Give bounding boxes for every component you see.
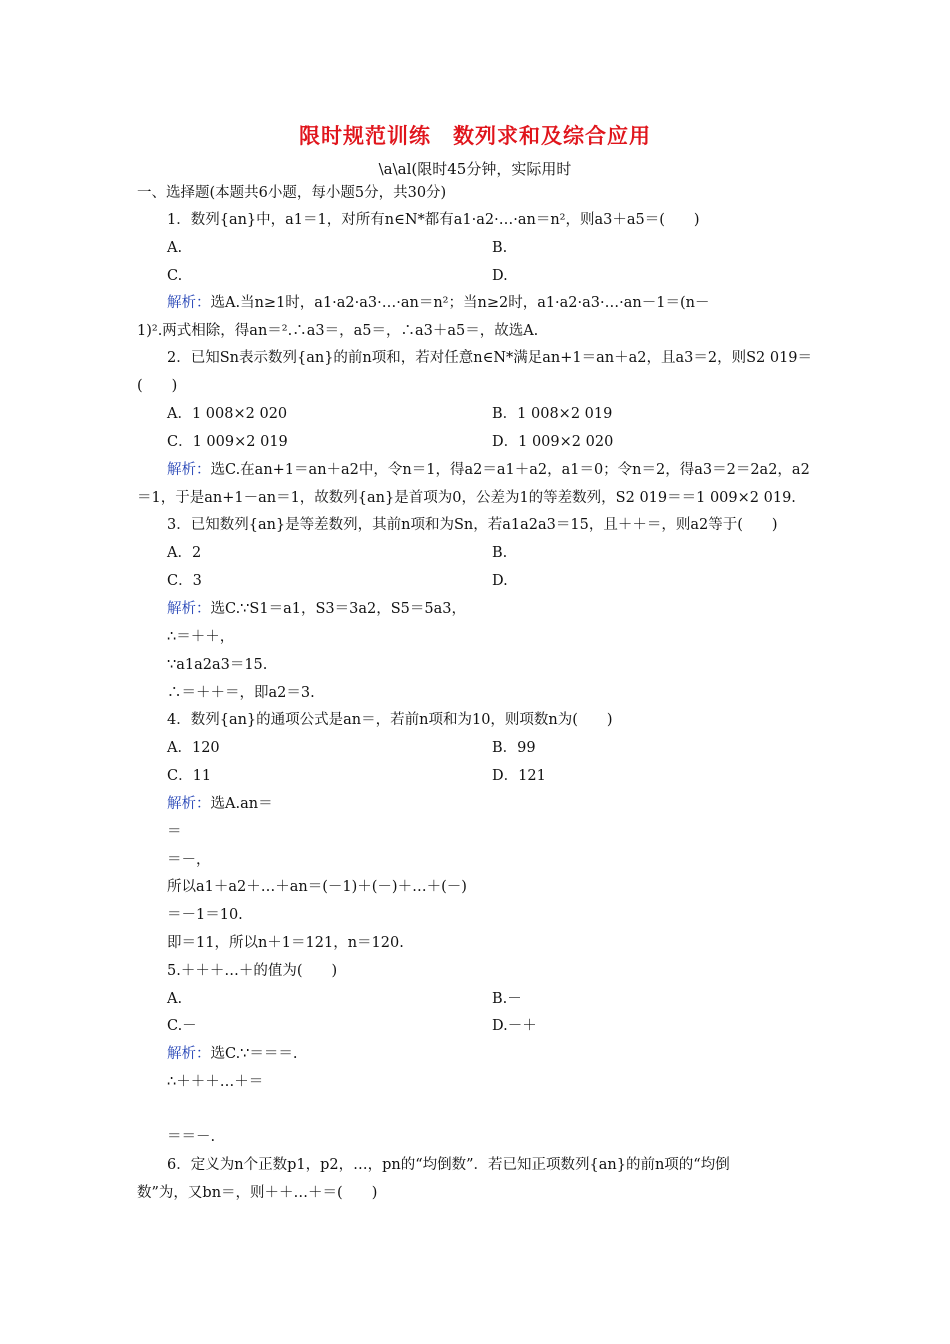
analysis-label: 解析：: [167, 796, 211, 812]
question-4-option-c: C．11: [167, 768, 212, 784]
question-2-option-d: D．1 009×2 020: [492, 434, 614, 450]
question-3-analysis-3: ∵a1a2a3＝15.: [167, 657, 268, 673]
analysis-label: 解析：: [167, 462, 211, 478]
question-2-option-b: B．1 008×2 019: [492, 406, 613, 422]
question-1-option-b: B.: [492, 240, 508, 256]
question-1-option-c: C.: [167, 268, 183, 284]
analysis-text: 选C.∵＝＝＝.: [210, 1046, 298, 1062]
question-2-option-c: C．1 009×2 019: [167, 434, 288, 450]
analysis-text: 选A.当n≥1时，a1·a2·a3·…·an＝n²；当n≥2时，a1·a2·a3·…·an－1＝(n－: [210, 295, 710, 311]
section-heading: 一、选择题(本题共6小题，每小题5分，共30分): [137, 185, 447, 201]
question-4-option-d: D．121: [492, 768, 546, 784]
question-2-analysis: [167, 460, 810, 480]
question-1-option-a: A.: [167, 240, 183, 256]
page-title: 限时规范训练 数列求和及综合应用: [299, 124, 651, 148]
question-1-analysis-cont: 1)².两式相除，得an＝².∴a3＝，a5＝，∴a3＋a5＝，故选A.: [137, 323, 539, 339]
question-2-stem-cont: ( ): [137, 378, 178, 394]
question-3-analysis-4: ∴＝＋＋＝，即a2＝3.: [167, 685, 315, 701]
question-3-option-a: A．2: [167, 545, 202, 561]
analysis-text: 选C.在an+1＝an＋a2中，令n＝1，得a2＝a1＋a2，a1＝0；令n＝2，得a3＝2＝2a2，a2: [210, 462, 810, 478]
question-4-stem: 4．数列{an}的通项公式是an＝，若前n项和为10，则项数n为( ): [167, 712, 613, 728]
analysis-text: 选A.an＝: [210, 796, 273, 812]
question-6-stem: 6．定义为n个正数p1，p2，…，pn的“均倒数”．若已知正项数列{an}的前n项的“均倒: [167, 1157, 730, 1173]
question-5-option-d: D.－＋: [492, 1018, 537, 1034]
question-5-option-c: C.－: [167, 1018, 197, 1034]
question-5-option-a: A.: [167, 991, 183, 1007]
question-3-analysis-2: ∴＝＋＋，: [167, 629, 235, 645]
question-3-stem: 3．已知数列{an}是等差数列，其前n项和为Sn，若a1a2a3＝15，且＋＋＝，则a2等于( ): [167, 517, 778, 533]
question-4-analysis-5: ＝－1＝10.: [167, 907, 243, 923]
page-subtitle: \a\al(限时45分钟，实际用时: [378, 160, 572, 178]
question-2-option-a: A．1 008×2 020: [167, 406, 288, 422]
analysis-label: 解析：: [167, 1046, 211, 1062]
question-5-analysis-3: ＝＝－.: [167, 1129, 216, 1145]
question-4-option-a: A．120: [167, 740, 220, 756]
question-4-analysis: [167, 794, 273, 814]
question-5-option-b: B.－: [492, 991, 522, 1007]
question-5-stem: 5.＋＋＋…＋的值为( ): [167, 963, 338, 979]
question-4-analysis-2: ＝: [167, 824, 182, 840]
analysis-label: 解析：: [167, 601, 211, 617]
analysis-text: 选C.∵S1＝a1，S3＝3a2，S5＝5a3，: [210, 601, 466, 617]
question-2-stem: 2．已知Sn表示数列{an}的前n项和，若对任意n∈N*满足an+1＝an＋a2，且a3＝2，则S2 019＝: [167, 350, 813, 366]
question-1-stem: 1．数列{an}中，a1＝1，对所有n∈N*都有a1·a2·…·an＝n²，则a3＋a5＝( ): [167, 212, 700, 228]
question-3-option-b: B.: [492, 545, 508, 561]
analysis-label: 解析：: [167, 295, 211, 311]
question-1-option-d: D.: [492, 268, 508, 284]
question-5-analysis: [167, 1044, 298, 1064]
question-6-stem-cont: 数”为，又bn＝，则＋＋…＋＝( ): [137, 1185, 378, 1201]
question-2-analysis-cont: ＝1，于是an+1－an＝1，故数列{an}是首项为0，公差为1的等差数列，S2 019＝＝1 009×2 019.: [137, 490, 796, 506]
question-4-option-b: B．99: [492, 740, 536, 756]
question-3-option-d: D.: [492, 573, 508, 589]
question-4-analysis-3: ＝－，: [167, 852, 211, 868]
question-1-analysis: [167, 293, 709, 313]
question-4-analysis-4: 所以a1＋a2＋…＋an＝(－1)＋(－)＋…＋(－): [167, 879, 467, 895]
question-3-option-c: C．3: [167, 573, 202, 589]
question-4-analysis-6: 即＝11，所以n＋1＝121，n＝120.: [167, 935, 404, 951]
question-3-analysis: [167, 599, 466, 619]
question-5-analysis-2: ∴＋＋＋…＋＝: [167, 1074, 264, 1090]
